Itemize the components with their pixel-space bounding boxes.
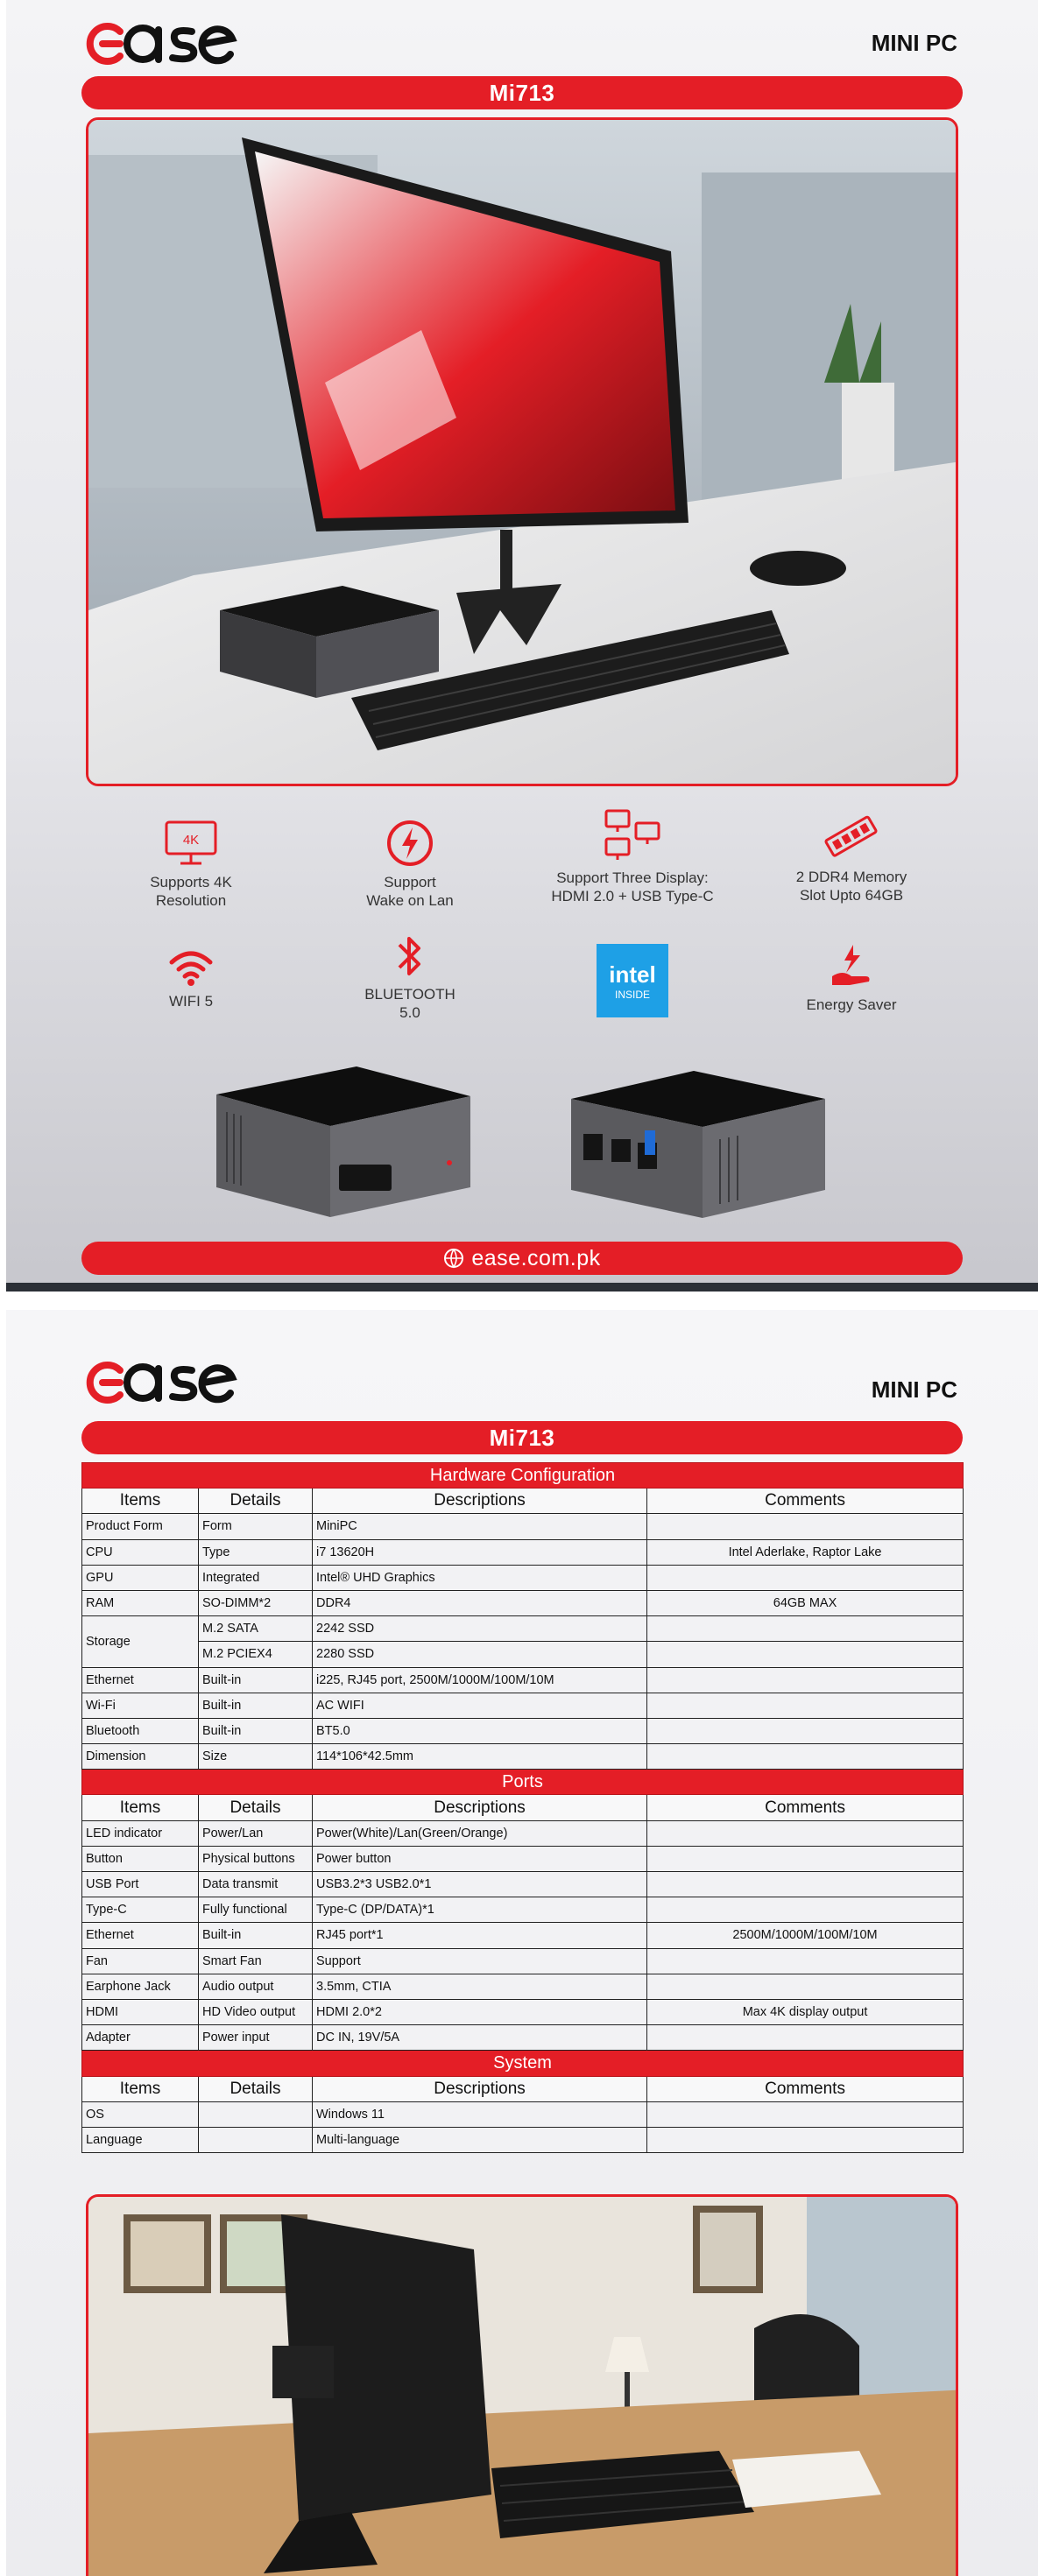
panel-divider: [6, 1283, 1038, 1292]
spec-description: Multi-language: [313, 2127, 647, 2152]
spec-row: [82, 1846, 964, 1871]
spec-column-header: Items: [82, 1489, 199, 1514]
spec-column-header: Details: [199, 1795, 313, 1820]
spec-row: [82, 2127, 964, 2152]
office-desk-illustration: [88, 2197, 958, 2576]
spec-comment: [647, 1616, 964, 1642]
spec-comment: [647, 1897, 964, 1923]
spec-comment: [647, 1514, 964, 1539]
feature-intel: [527, 944, 738, 1023]
spec-detail: Power/Lan: [199, 1820, 313, 1846]
spec-description: 114*106*42.5mm: [313, 1744, 647, 1770]
feature-text: Energy Saver: [806, 996, 897, 1013]
energy-saver-icon: [827, 941, 876, 990]
spec-comment: [647, 1744, 964, 1770]
bluetooth-icon: [392, 933, 427, 980]
spec-section-title: Ports: [82, 1770, 964, 1795]
spec-detail: SO-DIMM*2: [199, 1590, 313, 1615]
spec-item: LED indicator: [82, 1820, 199, 1846]
spec-description: Intel® UHD Graphics: [313, 1565, 647, 1590]
spec-item: USB Port: [82, 1872, 199, 1897]
category-label: MINI PC: [871, 1376, 957, 1403]
spec-description: Power(White)/Lan(Green/Orange): [313, 1820, 647, 1846]
category-label: MINI PC: [871, 30, 957, 56]
spec-description: MiniPC: [313, 1514, 647, 1539]
spec-row: [82, 1667, 964, 1693]
feature-text: HDMI 2.0 + USB Type-C: [551, 888, 714, 904]
ease-logo: [81, 12, 239, 74]
spec-row: [82, 1999, 964, 2024]
spec-description: DDR4: [313, 1590, 647, 1615]
spec-item: Dimension: [82, 1744, 199, 1770]
spec-row: [82, 2101, 964, 2127]
spec-column-header-row: [82, 1795, 964, 1820]
spec-description: USB3.2*3 USB2.0*1: [313, 1872, 647, 1897]
spec-comment: [647, 1820, 964, 1846]
feature-three-display: [527, 807, 738, 905]
4k-monitor-icon: [163, 819, 219, 868]
spec-detail: Smart Fan: [199, 1948, 313, 1974]
spec-column-header: Descriptions: [313, 1489, 647, 1514]
spec-detail: Size: [199, 1744, 313, 1770]
spec-column-header-row: [82, 1489, 964, 1514]
spec-item: Fan: [82, 1948, 199, 1974]
spec-row: [82, 2025, 964, 2051]
spec-item: RAM: [82, 1590, 199, 1615]
spec-item: Wi-Fi: [82, 1693, 199, 1718]
spec-item: GPU: [82, 1565, 199, 1590]
feature-text: Resolution: [155, 892, 227, 909]
spec-row: [82, 1539, 964, 1565]
power-icon: [385, 819, 434, 868]
spec-row: [82, 1590, 964, 1615]
desk-setup-illustration: [88, 120, 958, 786]
spec-section-title: Hardware Configuration: [82, 1463, 964, 1489]
spec-comment: [647, 1718, 964, 1743]
model-title-bar: [81, 1421, 963, 1454]
spec-item: Ethernet: [82, 1923, 199, 1948]
spec-description: Type-C (DP/DATA)*1: [313, 1897, 647, 1923]
office-photo: [86, 2194, 958, 2576]
spec-item: Type-C: [82, 1897, 199, 1923]
spec-section-title: System: [82, 2051, 964, 2076]
spec-description: AC WIFI: [313, 1693, 647, 1718]
spec-row: [82, 1897, 964, 1923]
hero-photo: [86, 117, 958, 786]
spec-detail: Built-in: [199, 1718, 313, 1743]
4k-badge: 4K: [182, 833, 200, 848]
spec-column-header: Items: [82, 2076, 199, 2101]
feature-text: Slot Upto 64GB: [799, 887, 904, 904]
feature-memory: [746, 812, 957, 904]
feature-wifi: [86, 948, 296, 1010]
spec-column-header: Descriptions: [313, 1795, 647, 1820]
spec-description: BT5.0: [313, 1718, 647, 1743]
spec-comment: [647, 2101, 964, 2127]
spec-description: 2242 SSD: [313, 1616, 647, 1642]
spec-detail: M.2 PCIEX4: [199, 1642, 313, 1667]
spec-row: [82, 1514, 964, 1539]
spec-comment: [647, 1974, 964, 1999]
spec-item: HDMI: [82, 1999, 199, 2024]
spec-item: Bluetooth: [82, 1718, 199, 1743]
spec-description: RJ45 port*1: [313, 1923, 647, 1948]
spec-row: [82, 1616, 964, 1642]
spec-item: Earphone Jack: [82, 1974, 199, 1999]
spec-detail: Power input: [199, 2025, 313, 2051]
spec-detail: [199, 2101, 313, 2127]
spec-detail: Type: [199, 1539, 313, 1565]
spec-row: [82, 1820, 964, 1846]
mini-pc-rear-render: [562, 1064, 834, 1230]
spec-comment: Intel Aderlake, Raptor Lake: [647, 1539, 964, 1565]
spec-comment: [647, 1846, 964, 1871]
feature-text: Support Three Display:: [556, 869, 709, 886]
spec-column-header: Comments: [647, 1489, 964, 1514]
spec-description: HDMI 2.0*2: [313, 1999, 647, 2024]
model-title-bar: [81, 76, 963, 109]
spec-description: 2280 SSD: [313, 1642, 647, 1667]
spec-detail: Built-in: [199, 1693, 313, 1718]
spec-detail: Audio output: [199, 1974, 313, 1999]
spec-comment: [647, 1693, 964, 1718]
spec-column-header: Descriptions: [313, 2076, 647, 2101]
memory-icon: [820, 812, 883, 862]
feature-energy-saver: [746, 941, 957, 1014]
spec-row: [82, 1642, 964, 1667]
intel-inside-icon: [597, 944, 668, 1017]
spec-detail: Form: [199, 1514, 313, 1539]
spec-comment: [647, 1667, 964, 1693]
spec-row: [82, 1948, 964, 1974]
spec-row: [82, 1718, 964, 1743]
feature-bluetooth: [305, 933, 515, 1022]
spec-description: DC IN, 19V/5A: [313, 2025, 647, 2051]
spec-row: [82, 1693, 964, 1718]
model-title: Mi713: [489, 79, 555, 106]
feature-text: Support: [384, 874, 436, 890]
globe-icon: [443, 1248, 464, 1269]
feature-text: 5.0: [399, 1004, 420, 1021]
product-poster: [6, 0, 1038, 1292]
spec-table: [81, 1462, 964, 2153]
feature-text: BLUETOOTH: [364, 986, 455, 1003]
spec-item: Product Form: [82, 1514, 199, 1539]
spec-section-header: [82, 2051, 964, 2076]
spec-row: [82, 1565, 964, 1590]
spec-column-header: Details: [199, 1489, 313, 1514]
spec-column-header: Details: [199, 2076, 313, 2101]
spec-row: [82, 1744, 964, 1770]
spec-comment: [647, 1948, 964, 1974]
spec-item: CPU: [82, 1539, 199, 1565]
spec-description: Support: [313, 1948, 647, 1974]
spec-description: i225, RJ45 port, 2500M/1000M/100M/10M: [313, 1667, 647, 1693]
spec-item: Ethernet: [82, 1667, 199, 1693]
spec-row: [82, 1872, 964, 1897]
spec-item: Adapter: [82, 2025, 199, 2051]
spec-description: Power button: [313, 1846, 647, 1871]
spec-item: Storage: [82, 1616, 199, 1667]
spec-column-header-row: [82, 2076, 964, 2101]
three-display-icon: [601, 807, 664, 863]
spec-detail: M.2 SATA: [199, 1616, 313, 1642]
spec-comment: 64GB MAX: [647, 1590, 964, 1615]
spec-section-header: [82, 1463, 964, 1489]
spec-column-header: Comments: [647, 1795, 964, 1820]
spec-sheet: [6, 1310, 1038, 2576]
website-bar: [81, 1242, 963, 1275]
spec-column-header: Comments: [647, 2076, 964, 2101]
feature-text: 2 DDR4 Memory: [795, 869, 907, 885]
spec-detail: Physical buttons: [199, 1846, 313, 1871]
spec-comment: [647, 2025, 964, 2051]
spec-comment: 2500M/1000M/100M/10M: [647, 1923, 964, 1948]
spec-row: [82, 1974, 964, 1999]
feature-text: WIFI 5: [168, 993, 214, 1010]
spec-detail: Integrated: [199, 1565, 313, 1590]
feature-text: Supports 4K: [150, 874, 232, 890]
spec-column-header: Items: [82, 1795, 199, 1820]
wifi-icon: [166, 948, 215, 987]
spec-detail: Fully functional: [199, 1897, 313, 1923]
intel-badge-bottom: INSIDE: [614, 989, 651, 1001]
spec-comment: [647, 2127, 964, 2152]
website-link[interactable]: ease.com.pk: [471, 1245, 601, 1270]
mini-pc-front-render: [208, 1059, 479, 1226]
spec-detail: Built-in: [199, 1923, 313, 1948]
spec-item: Language: [82, 2127, 199, 2152]
spec-section-header: [82, 1770, 964, 1795]
ease-logo: [81, 1351, 239, 1412]
feature-wake-on-lan: [305, 819, 515, 910]
spec-description: 3.5mm, CTIA: [313, 1974, 647, 1999]
feature-4k: [86, 819, 296, 910]
spec-comment: Max 4K display output: [647, 1999, 964, 2024]
spec-detail: [199, 2127, 313, 2152]
spec-detail: HD Video output: [199, 1999, 313, 2024]
feature-text: Wake on Lan: [366, 892, 454, 909]
spec-row: [82, 1923, 964, 1948]
spec-comment: [647, 1565, 964, 1590]
spec-description: i7 13620H: [313, 1539, 647, 1565]
intel-badge-top: intel: [609, 961, 656, 988]
spec-item: OS: [82, 2101, 199, 2127]
spec-description: Windows 11: [313, 2101, 647, 2127]
spec-comment: [647, 1872, 964, 1897]
spec-comment: [647, 1642, 964, 1667]
spec-item: Button: [82, 1846, 199, 1871]
model-title: Mi713: [489, 1424, 555, 1451]
spec-detail: Built-in: [199, 1667, 313, 1693]
spec-detail: Data transmit: [199, 1872, 313, 1897]
